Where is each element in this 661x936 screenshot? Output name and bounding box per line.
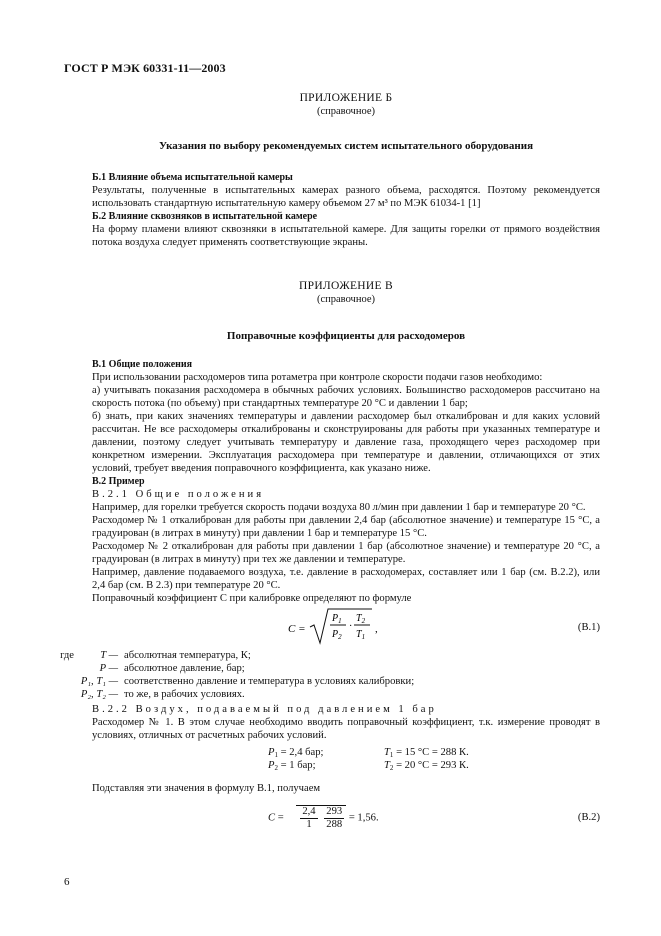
legend-where: где [60,650,74,661]
legend-sym: P₂, T₂ — [80,689,118,700]
value-p1: = 2,4 бар; [280,747,324,758]
legend-text: абсолютное давление, бар; [124,663,245,674]
page-content [60,92,600,839]
section-c22-title: В.2.2 Воздух, подаваемый под давлением 1 бар [92,704,437,715]
formula-b2: C = $\frac{2,4}{1}$ $\frac{293}{288}$ = 1,56. (В.2) [268,806,600,830]
section-c1-item-a: а) учитывать показания расходомера в обычных рабочих условиях. Большинство расходомеров рассчитано на скорость потока (по объему) при стандартных температуре 20 °С и давлении 1 бар; [92,385,600,409]
section-b1-title: Б.1 Влияние объема испытательной камеры [92,172,293,183]
section-c1-item-b: б) знать, при каких значениях температуры и давлении расходомер был откалиброван и для каких условий рассчитан. Не все расходомеры откалиброваны и сконструированы для работы при указанных температуре и давлении, поэтому следует учитывать температуру и давление газа, проходящего через расходомер при конкретном измерении. Эксплуатация расходомера при температуре и давлении, отличающихся от этих условий, требует введения поправочного коэффициента, как указано ниже. [92,411,600,474]
legend-row [80,688,600,701]
section-c21-title: В.2.1 Общие положения [92,489,265,500]
legend-sym: T — [100,650,118,661]
svg-text:,: , [375,623,378,635]
value-t1: = 15 °С = 288 К. [396,747,469,758]
frac-d: 288 [326,819,343,830]
appendix-c-title: ПРИЛОЖЕНИЕ В [299,280,393,292]
formula-b2-number: (В.2) [577,812,600,823]
appendix-b-subtitle: (справочное) [317,106,375,117]
section-b2-title: Б.2 Влияние сквозняков в испытательной камере [92,211,318,222]
section-b1-text: Результаты, полученные в испытательных камерах разного объема, расходятся. Поэтому рекомендуется использовать стандартную испытательную камеру объемом 27 м³ по МЭК 61034-1 [1] [92,185,600,209]
formula-b1-graphic [92,605,600,649]
section-c22-p2: Подставляя эти значения в формулу В.1, получаем [92,783,321,794]
section-c1-intro: При использовании расходомеров типа ротаметра при контроле скорости подачи газов необходимо: [92,372,543,383]
formula-b2-result: = 1,56. [348,812,379,824]
formula-b1-lhs: C = [288,623,306,635]
appendix-b-title: ПРИЛОЖЕНИЕ Б [299,92,393,104]
page-header: ГОСТ Р МЭК 60331-11—2003 [64,61,226,75]
section-c2-title: В.2 Пример [92,476,145,487]
page-number: 6 [64,876,70,888]
legend-row [60,649,600,662]
legend-text: соответственно давление и температура в условиях калибровки; [124,676,415,687]
appendix-c-heading: Поправочные коэффициенты для расходомеров [226,330,466,342]
frac-b: 1 [306,819,312,830]
legend-sym: P — [99,663,118,674]
section-c22-p1: Расходомер № 1. В этом случае необходимо вводить поправочный коэффициент, т.к. измерение проводят в условиях, отличных от расчетных рабочих условий. [92,717,600,741]
frac-p1: $P_1$ [332,613,342,625]
frac-a: 2,4 [302,806,316,817]
legend-row [80,675,600,688]
section-c21-p5: Поправочный коэффициент C при калибровке определяют по формуле [92,593,412,604]
values-block: $P_1 = 2,4$ бар; $P_2 = 1$ бар; $T_1 = 15$ °С = 288 К. $T_2 = 20$ °С = 293 К. [268,747,469,772]
section-c21-p1: Например, для горелки требуется скорость подачи воздуха 80 л/мин при давлении 1 бар и температуре 20 °С. [92,502,586,513]
section-c1-title: В.1 Общие положения [92,359,193,370]
legend-text: то же, в рабочих условиях. [124,689,245,700]
frac-c: 293 [326,806,343,817]
formula-b1-number: (В.1) [577,622,600,633]
appendix-b-heading: Указания по выбору рекомендуемых систем испытательного оборудования [158,140,534,152]
sqrt-content [296,805,346,831]
legend-sym: P₁, T₁ — [80,676,118,687]
frac-p2: $P_2$ [332,629,342,641]
section-c21-p3: Расходомер № 2 откалиброван для работы при давлении 1 бар (абсолютное значение) и температуре 20 °С, а градуирован (в литрах в минуту) при тех же давлении и температуре. [92,541,600,565]
section-b2-text: На форму пламени влияют сквозняки в испытательной камере. Для защиты горелки от прямого воздействия потока воздуха следует применять соответствующие экраны. [92,224,600,248]
legend-row [92,662,600,675]
svg-text:·: · [349,621,353,632]
value-t2: = 20 °С = 293 К. [396,760,469,771]
formula-b1 [92,605,600,649]
legend-text: абсолютная температура, К; [124,650,251,661]
section-c21-p4: Например, давление подаваемого воздуха, т.е. давление в расходомерах, составляет или 1 бар (см. В.2.2), или 2,4 бар (см. В 2.3) при температуре 20 °С. [92,567,600,591]
section-c21-p2: Расходомер № 1 откалиброван для работы при давлении 2,4 бар (абсолютное значение) и температуре 15 °С, а градуирован (в литрах в минуту) при давлении 1 бар и температуре 15 °С. [92,515,600,539]
frac-t1: $T_1$ [356,629,366,641]
appendix-c-subtitle: (справочное) [317,294,375,305]
value-p2: = 1 бар; [280,760,316,771]
frac-t2: $T_2$ [356,613,366,625]
